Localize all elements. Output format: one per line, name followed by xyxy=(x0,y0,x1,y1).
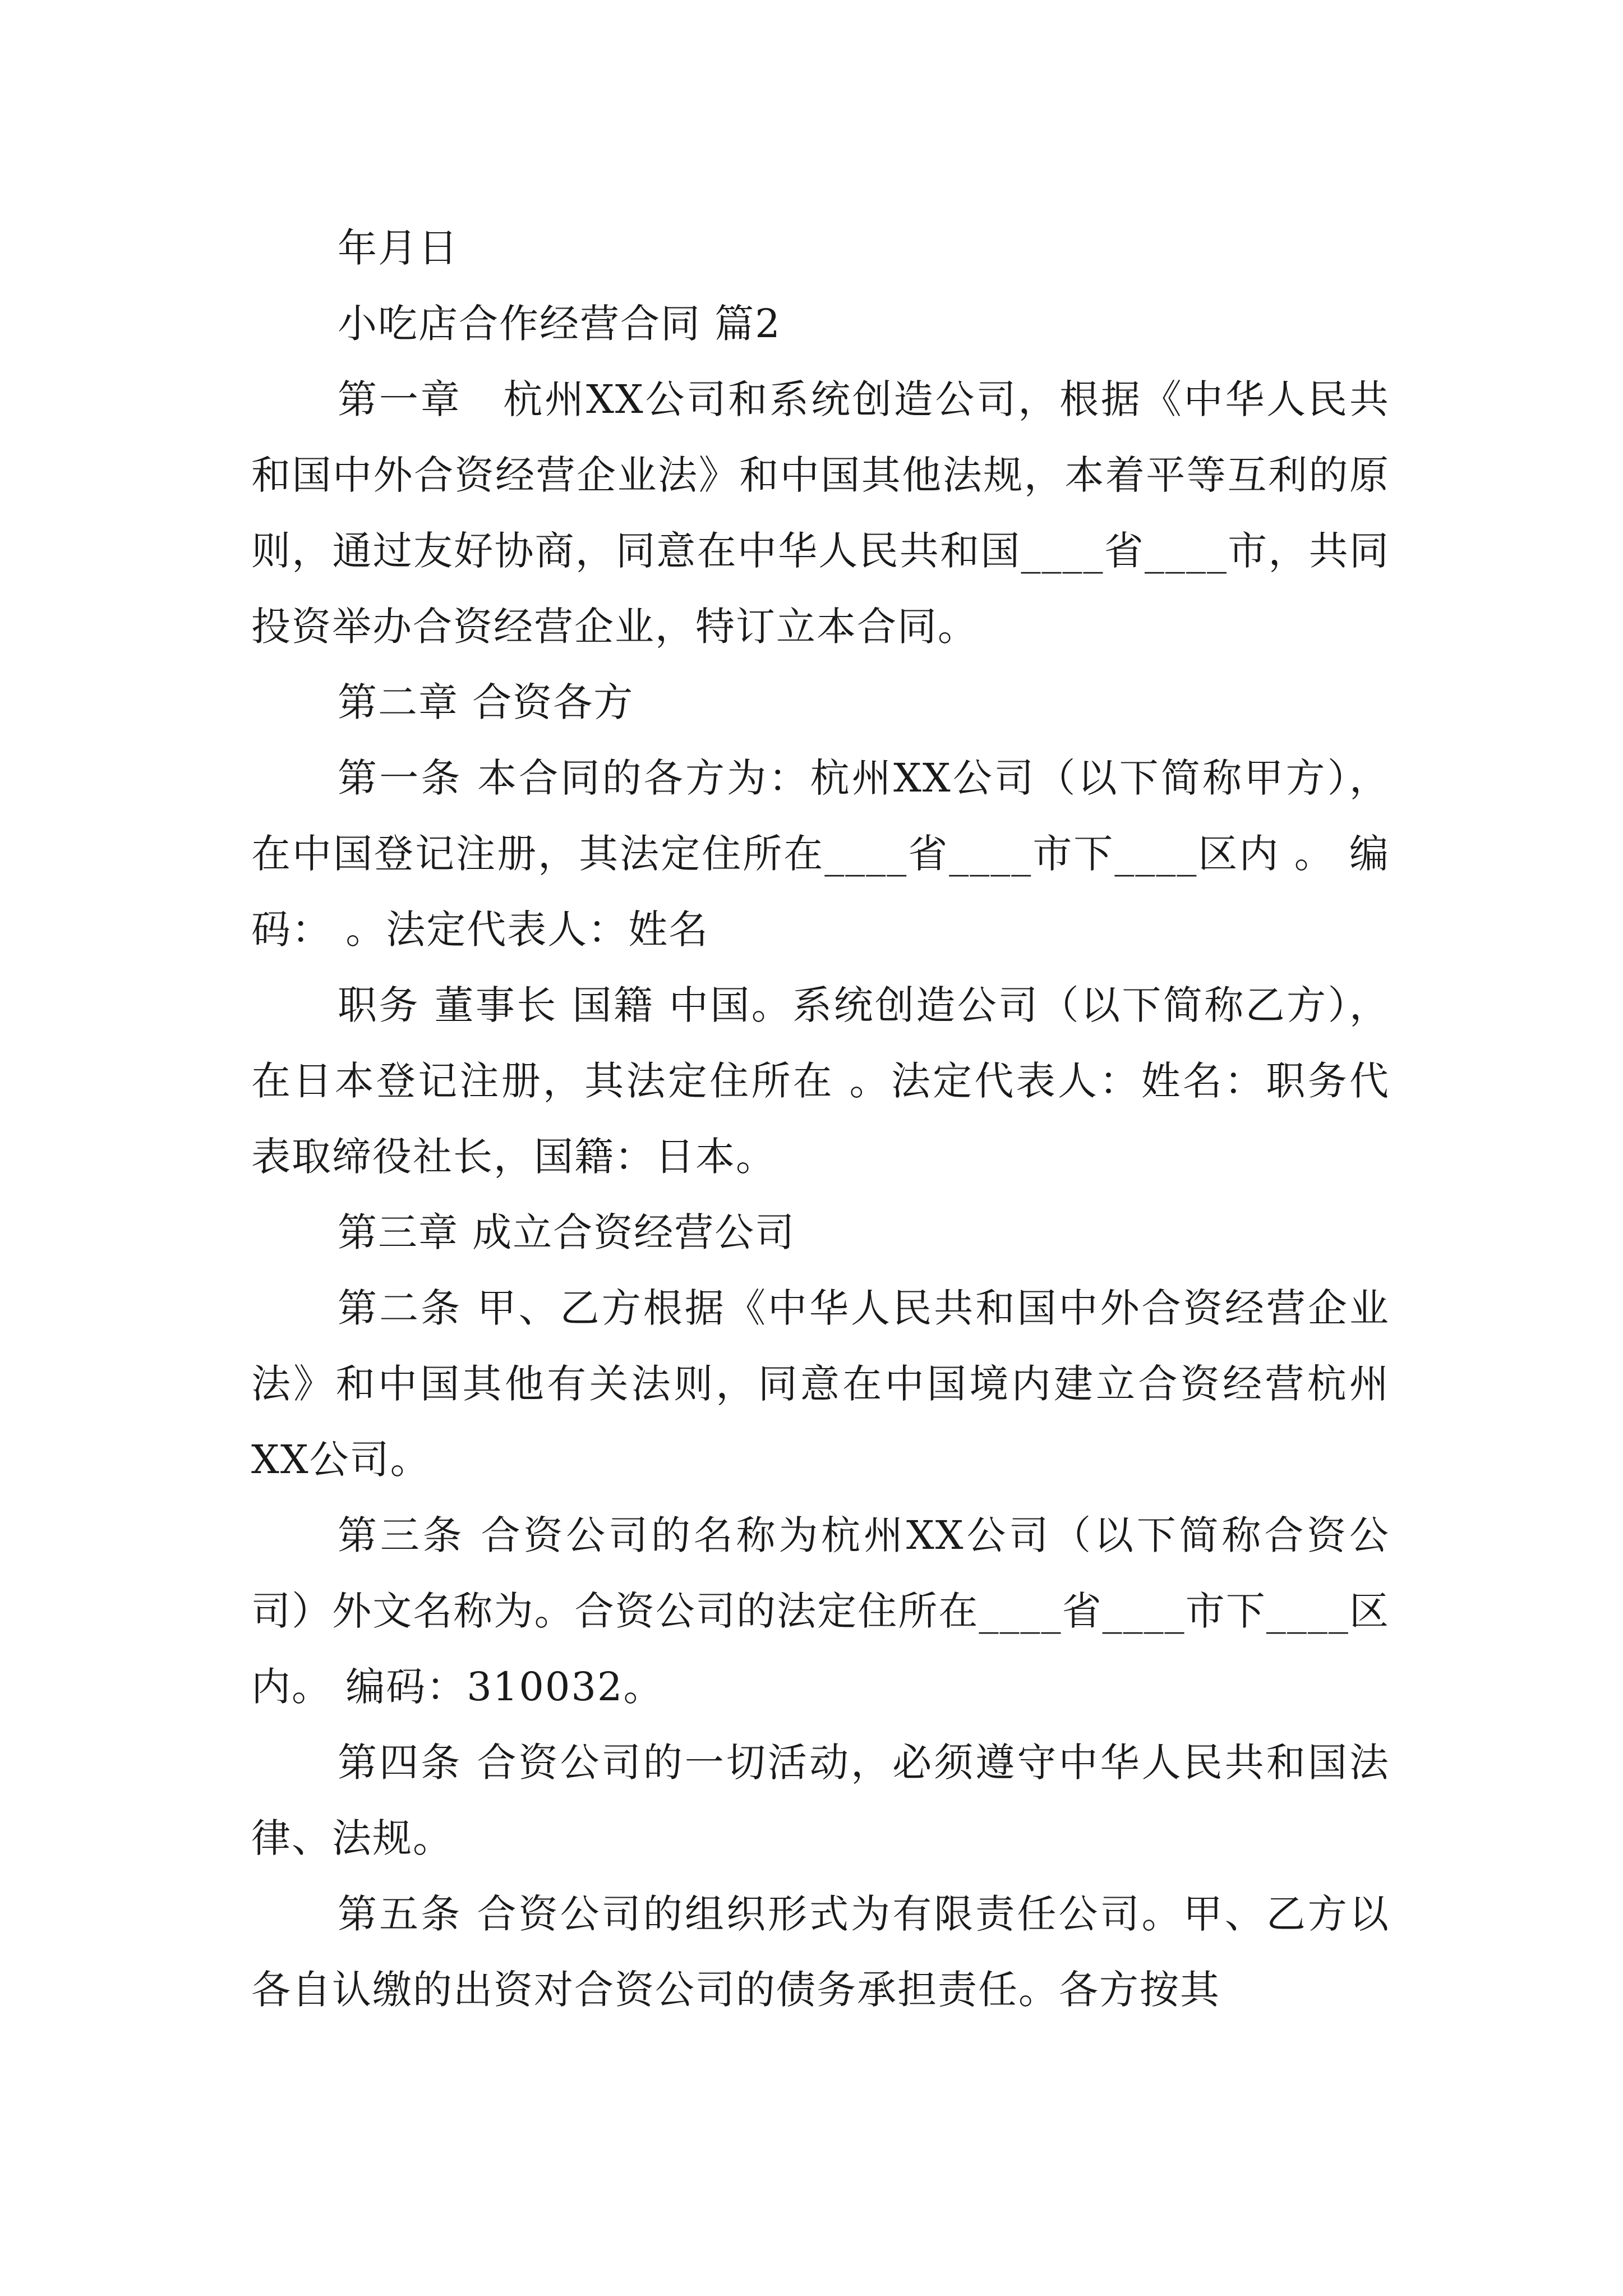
paragraph-article-3: 第三条 合资公司的名称为杭州XX公司（以下简称合资公司）外文名称为。合资公司的法定住所在____省____市下____区内。 编码：310032。 xyxy=(251,1512,1390,1710)
paragraph-chapter-3-heading: 第三章 成立合资经营公司 xyxy=(338,1209,796,1255)
paragraph-article-1-cont: 职务 董事长 国籍 中国。系统创造公司（以下简称乙方），在日本登记注册，其法定住所在 。法定代表人：姓名：职务代表取缔役社长，国籍：日本。 xyxy=(251,982,1390,1180)
paragraph-chapter-1: 第一章 杭州XX公司和系统创造公司，根据《中华人民共和国中外合资经营企业法》和中国其他法规，本着平等互利的原则，通过友好协商，同意在中华人民共和国____省____市，共同投资举办合资经营企业，特订立本合同。 xyxy=(251,376,1390,650)
document-body xyxy=(251,210,1390,2028)
paragraph-article-2: 第二条 甲、乙方根据《中华人民共和国中外合资经营企业法》和中国其他有关法则，同意在中国境内建立合资经营杭州XX公司。 xyxy=(251,1285,1390,1483)
paragraph-article-5: 第五条 合资公司的组织形式为有限责任公司。甲、乙方以各自认缴的出资对合资公司的债务承担责任。各方按其 xyxy=(251,1891,1390,2013)
paragraph-date: 年月日 xyxy=(338,225,459,271)
paragraph-article-4: 第四条 合资公司的一切活动，必须遵守中华人民共和国法律、法规。 xyxy=(251,1740,1390,1861)
paragraph-article-1: 第一条 本合同的各方为：杭州XX公司（以下简称甲方），在中国登记注册，其法定住所在____省____市下____区内 。 编码： 。法定代表人：姓名 xyxy=(251,755,1390,953)
paragraph-chapter-2-heading: 第二章 合资各方 xyxy=(338,679,634,725)
paragraph-title: 小吃店合作经营合同 篇2 xyxy=(338,301,781,347)
